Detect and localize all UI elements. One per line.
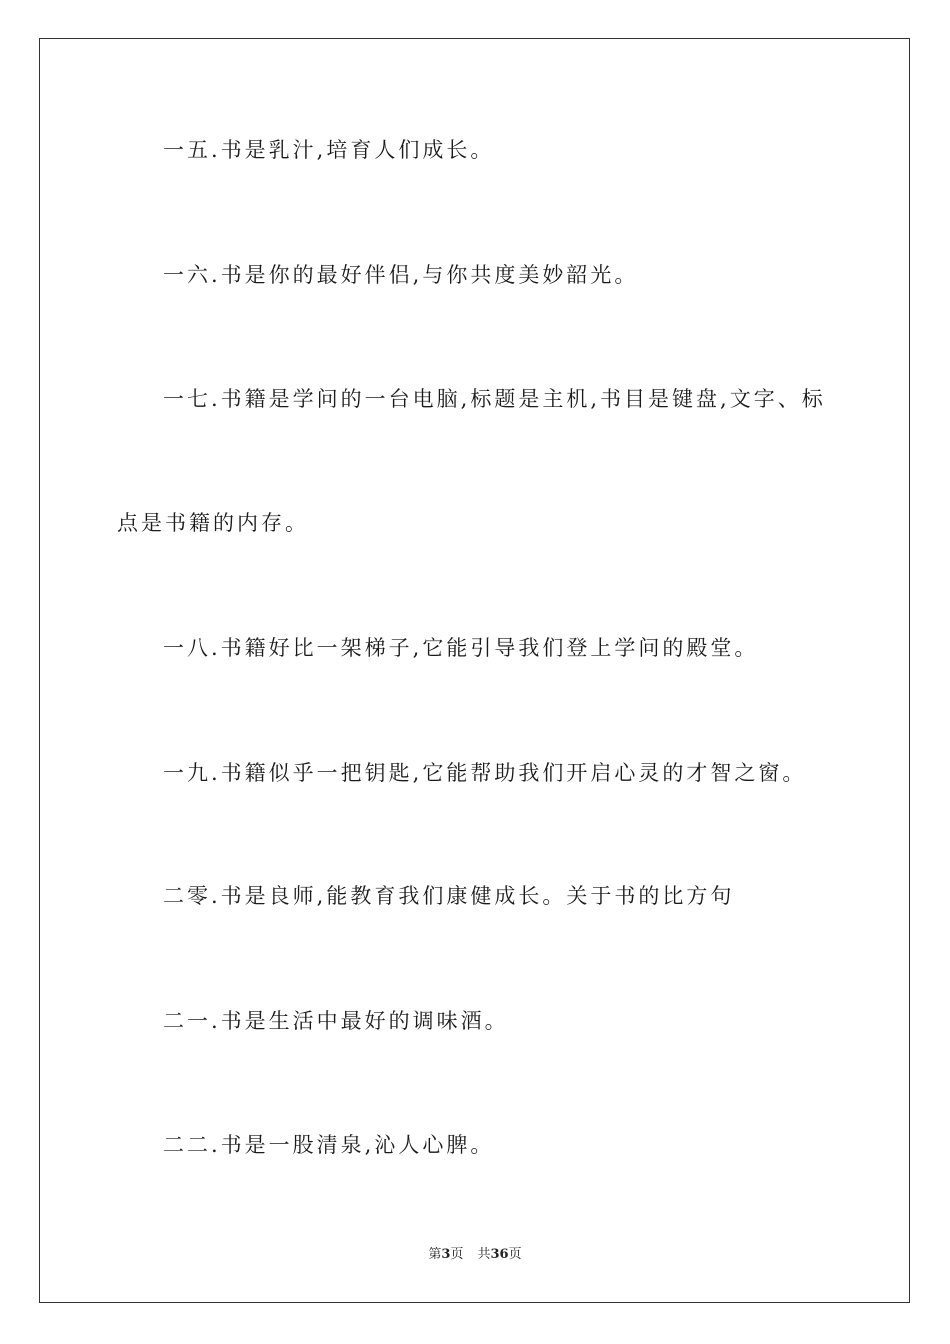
page-frame	[39, 38, 910, 1303]
footer-total-prefix: 共	[477, 1247, 491, 1262]
paragraph-line-18: 一八.书籍好比一架梯子,它能引导我们登上学问的殿堂。	[163, 636, 759, 660]
footer-page-prefix: 第	[428, 1247, 442, 1262]
footer-total-suffix: 页	[508, 1247, 522, 1262]
paragraph-line-17-continued: 点是书籍的内存。	[117, 511, 309, 535]
paragraph-line-15: 一五.书是乳汁,培育人们成长。	[163, 138, 495, 162]
paragraph-line-17: 一七.书籍是学问的一台电脑,标题是主机,书目是键盘,文字、标	[163, 387, 826, 411]
paragraph-line-22: 二二.书是一股清泉,沁人心脾。	[163, 1133, 495, 1157]
page-footer	[0, 1246, 950, 1264]
footer-total-pages: 36	[490, 1247, 509, 1262]
paragraph-line-21: 二一.书是生活中最好的调味酒。	[163, 1009, 509, 1033]
footer-page-suffix: 页	[450, 1247, 464, 1262]
paragraph-line-20: 二零.书是良师,能教育我们康健成长。关于书的比方句	[163, 884, 735, 908]
paragraph-line-19: 一九.书籍似乎一把钥匙,它能帮助我们开启心灵的才智之窗。	[163, 761, 807, 785]
paragraph-line-16: 一六.书是你的最好伴侣,与你共度美妙韶光。	[163, 263, 639, 287]
footer-page-number: 3	[441, 1247, 451, 1262]
